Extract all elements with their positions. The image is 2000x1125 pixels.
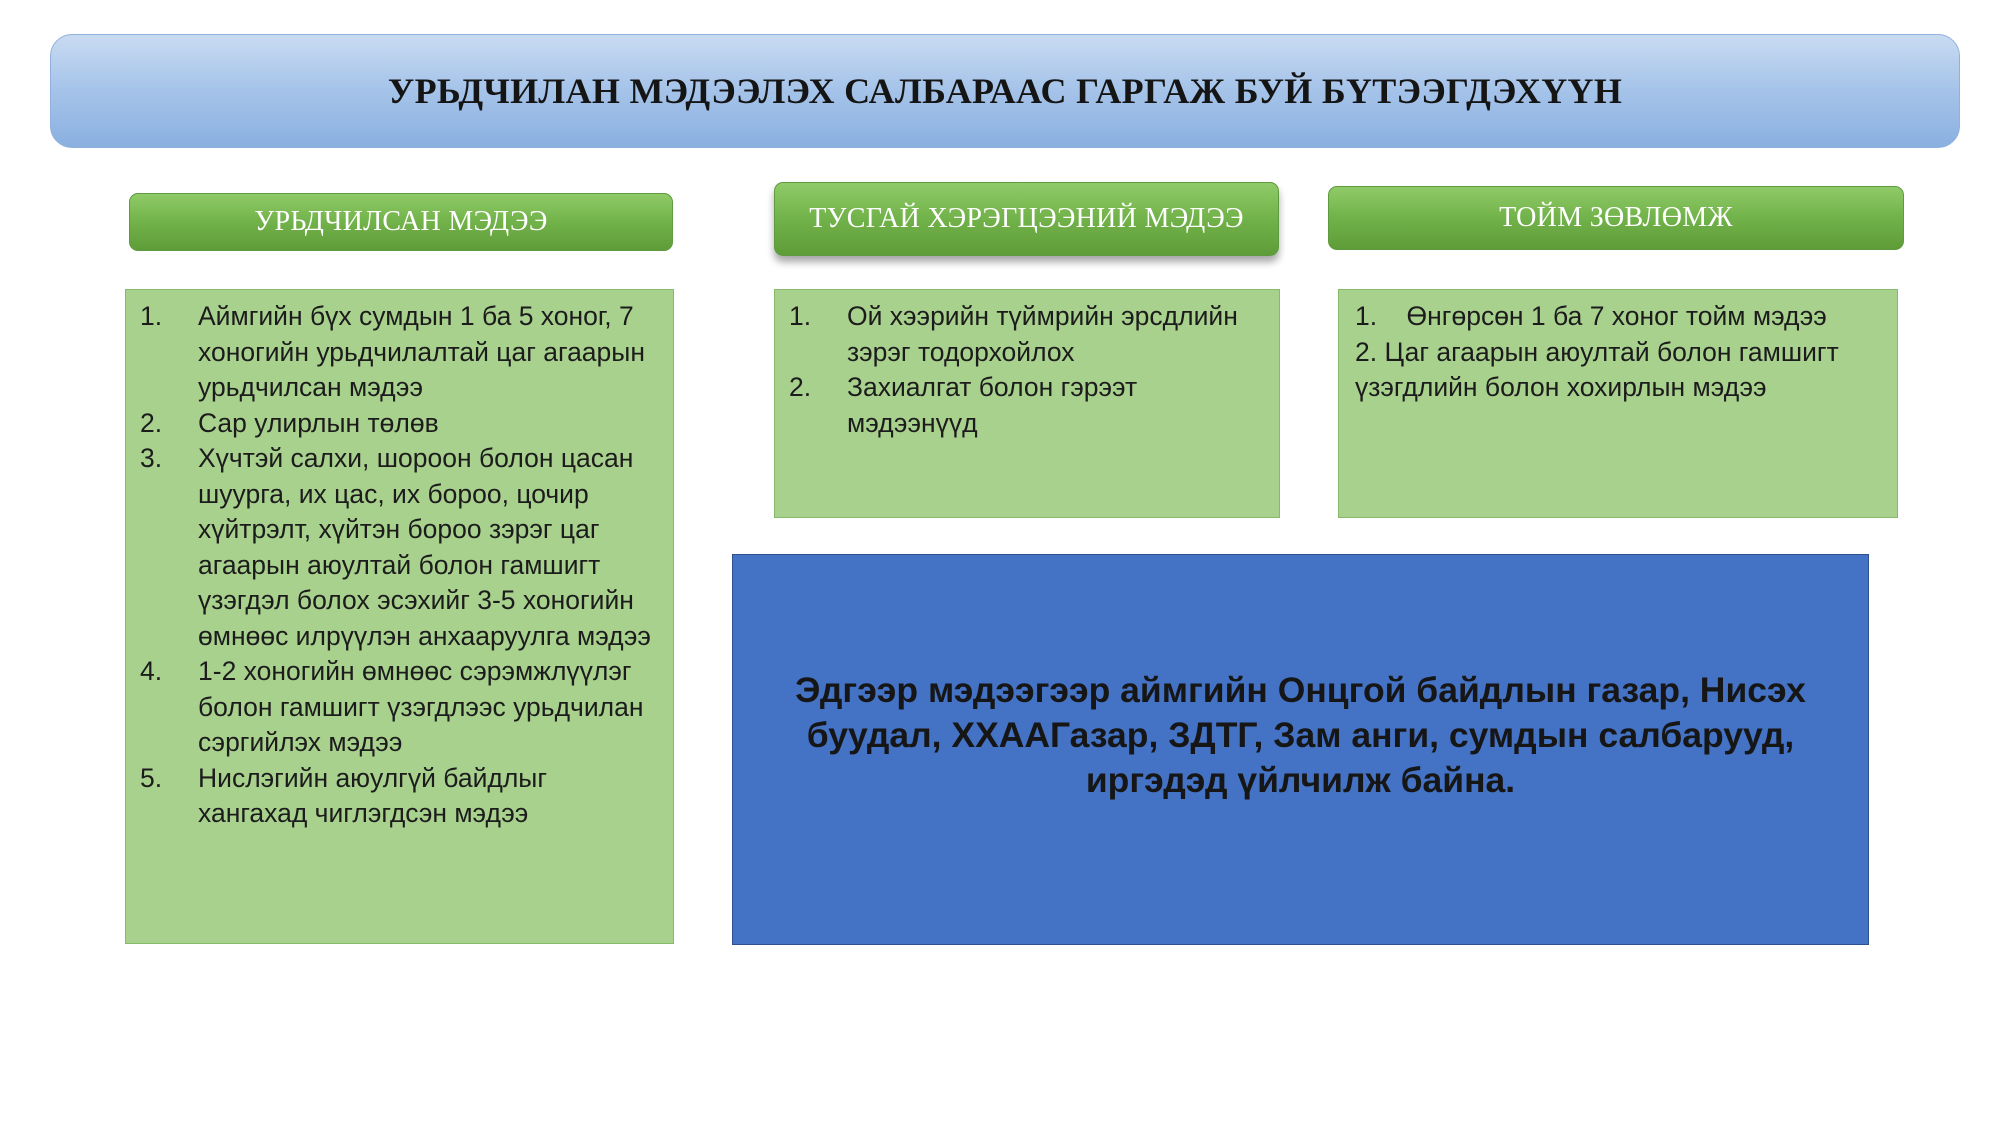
list-item-number: 1.	[140, 301, 163, 331]
summary-box	[732, 554, 1869, 945]
header-overview-label: ТОЙМ ЗӨВЛӨМЖ	[1499, 202, 1733, 233]
list-item-number: 2.	[789, 372, 812, 402]
special-needs-list-box	[774, 289, 1280, 518]
header-forecast	[129, 193, 673, 251]
list-item	[140, 761, 659, 832]
list-item	[140, 406, 659, 442]
list-item-number: 2.	[140, 407, 163, 438]
list-item-text: Хүчтэй салхи, шороон болон цасан шуурга, их цас, их бороо, цочир хүйтрэлт, хүйтэн бороо зэрэг цаг агаарын аюултай болон гамшигт үзэгдэл болох эсэхийг 3-5 хоногийн өмнөөс илрүүлэн анхааруулга мэдээ	[198, 443, 651, 651]
header-special-needs	[774, 182, 1279, 256]
overview-line-1: 1. Өнгөрсөн 1 ба 7 хоног тойм мэдээ	[1355, 301, 1827, 331]
list-item-number: 1.	[789, 301, 812, 331]
list-item	[789, 370, 1265, 441]
summary-text: Эдгээр мэдээгээр аймгийн Онцгой байдлын газар, Нисэх буудал, ХХААГазар, ЗДТГ, Зам анги, сумдын салбарууд, иргэдэд үйлчилж байна.	[795, 670, 1806, 800]
overview-box	[1338, 289, 1898, 518]
list-item-text: Нислэгийн аюулгүй байдлыг хангахад чиглэгдсэн мэдээ	[198, 762, 548, 828]
list-item	[140, 299, 659, 406]
list-item	[789, 299, 1265, 370]
list-item-text: Ой хээрийн түймрийн эрсдлийн зэрэг тодорхойлох	[847, 301, 1238, 367]
title-banner	[50, 34, 1960, 148]
list-item-number: 5.	[140, 762, 163, 793]
list-item	[140, 441, 659, 654]
list-item-number: 4.	[140, 656, 163, 686]
forecast-list-box	[125, 289, 674, 944]
header-overview	[1328, 186, 1904, 250]
list-item-number: 3.	[140, 443, 163, 473]
list-item-text: Аймгийн бүх сумдын 1 ба 5 хоног, 7 хоногийн урьдчилалтай цаг агаарын урьдчилсан мэдээ	[198, 301, 645, 402]
list-item	[140, 654, 659, 761]
list-item-text: Захиалгат болон гэрээт мэдээнүүд	[847, 372, 1138, 438]
header-special-needs-label: ТУСГАЙ ХЭРЭГЦЭЭНИЙ МЭДЭЭ	[809, 203, 1244, 234]
list-item-text: Сар улирлын төлөв	[198, 407, 439, 438]
page-title: УРЬДЧИЛАН МЭДЭЭЛЭХ САЛБАРААС ГАРГАЖ БУЙ БҮТЭЭГДЭХҮҮН	[387, 71, 1623, 111]
header-forecast-label: УРЬДЧИЛСАН МЭДЭЭ	[254, 206, 548, 237]
list-item-text: 1-2 хоногийн өмнөөс сэрэмжлүүлэг болон гамшигт үзэгдлээс урьдчилан сэргийлэх мэдээ	[198, 656, 644, 757]
overview-line-2: 2. Цаг агаарын аюултай болон гамшигт үзэгдлийн болон хохирлын мэдээ	[1355, 336, 1839, 402]
